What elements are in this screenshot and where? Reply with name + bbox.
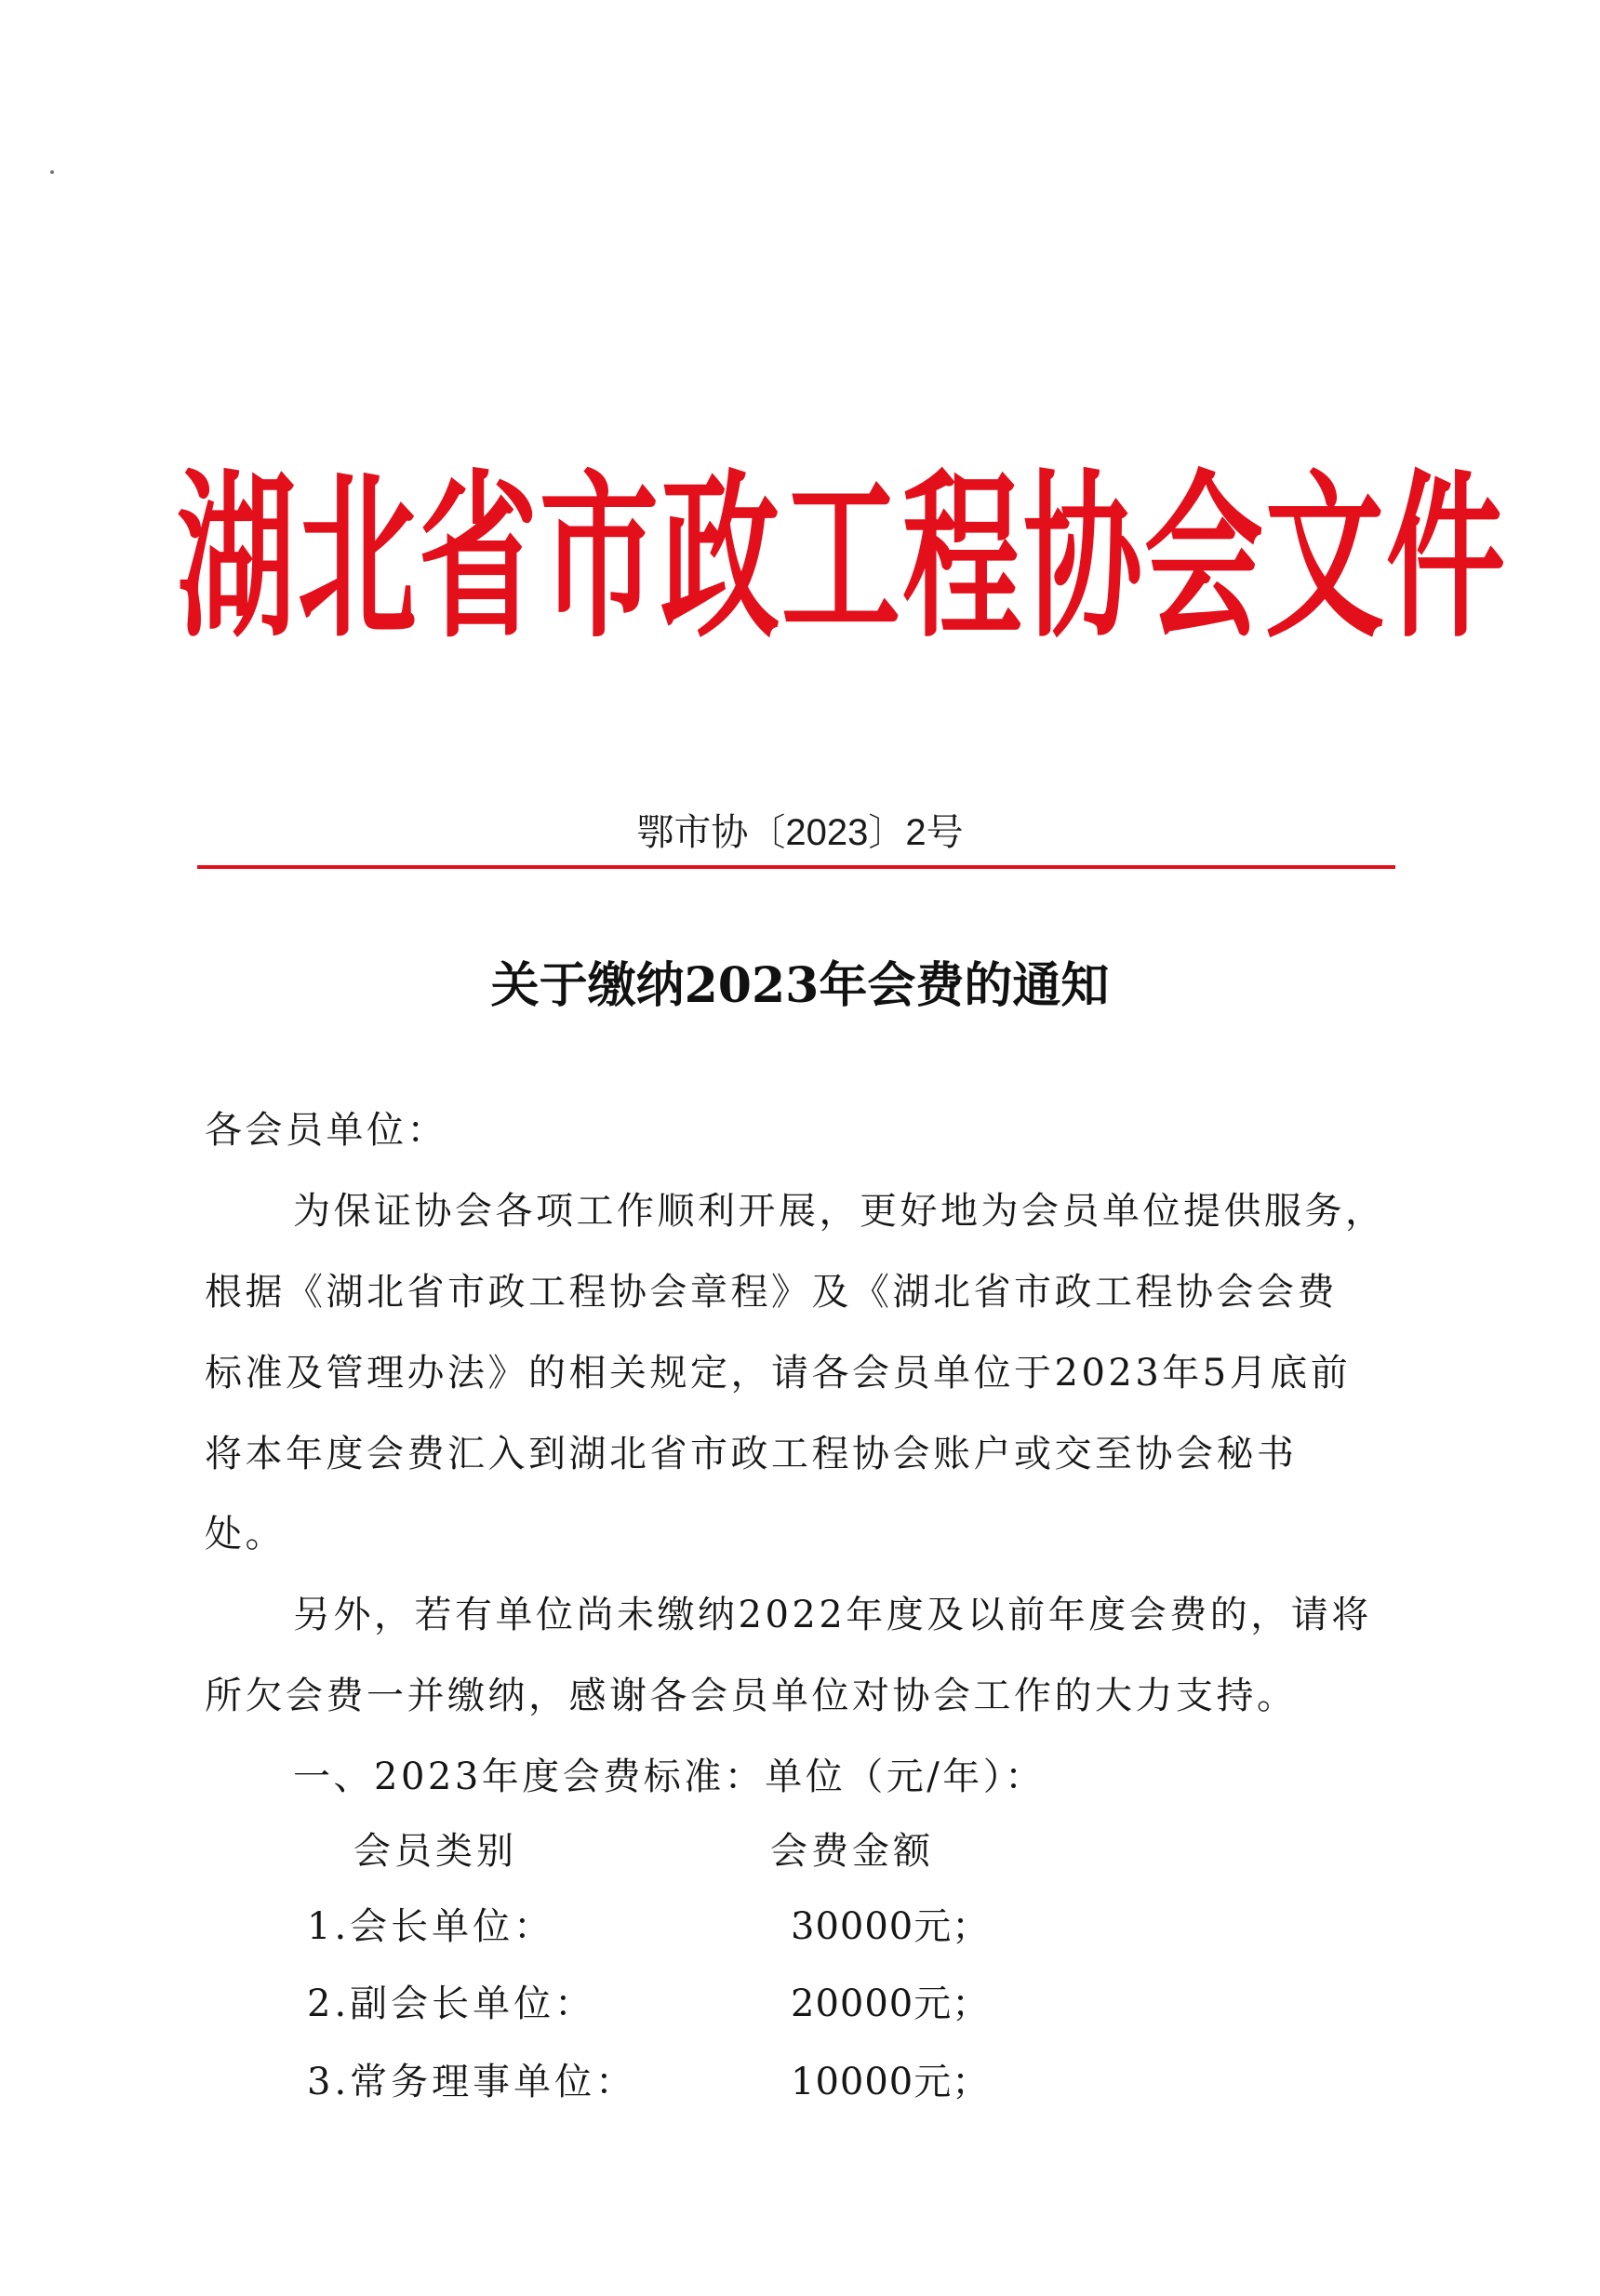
fee-row-1-label: 1.会长单位：: [307, 1905, 555, 1948]
fee-row-1-amount: 30000元；: [791, 1905, 991, 1948]
document-header-title: 湖北省市政工程协会文件: [177, 453, 1508, 663]
salutation: 各会员单位：: [205, 1109, 447, 1152]
paragraph-1-line-4: 将本年度会费汇入到湖北省市政工程协会账户或交至协会秘书: [205, 1433, 1298, 1475]
red-divider-rule: [197, 865, 1395, 869]
fee-row-2-label: 2.副会长单位：: [307, 1982, 596, 2025]
paragraph-1-line-1: 为保证协会各项工作顺利开展，更好地为会员单位提供服务，: [293, 1190, 1386, 1233]
paragraph-1-line-3: 标准及管理办法》的相关规定，请各会员单位于2023年5月底前: [205, 1352, 1352, 1395]
fee-row-2-amount: 20000元；: [791, 1982, 991, 2025]
paragraph-1-line-5: 处。: [205, 1513, 286, 1555]
section-1-heading: 一、2023年度会费标准：单位（元/年）：: [293, 1755, 1046, 1798]
scan-speck: [50, 170, 54, 174]
fee-table-header-amount: 会费金额: [770, 1830, 934, 1873]
document-number: 鄂市协〔2023〕2号: [636, 812, 964, 853]
fee-row-3-amount: 10000元；: [791, 2061, 991, 2103]
notice-title: 关于缴纳2023年会费的通知: [490, 957, 1110, 1014]
fee-row-3-label: 3.常务理事单位：: [307, 2061, 637, 2103]
paragraph-2-line-1: 另外，若有单位尚未缴纳2022年度及以前年度会费的，请将: [293, 1594, 1372, 1636]
paragraph-1-line-2: 根据《湖北省市政工程协会章程》及《湖北省市政工程协会会费: [205, 1271, 1338, 1314]
fee-table-header-category: 会员类别: [353, 1830, 517, 1873]
paragraph-2-line-2: 所欠会费一并缴纳，感谢各会员单位对协会工作的大力支持。: [205, 1675, 1298, 1717]
